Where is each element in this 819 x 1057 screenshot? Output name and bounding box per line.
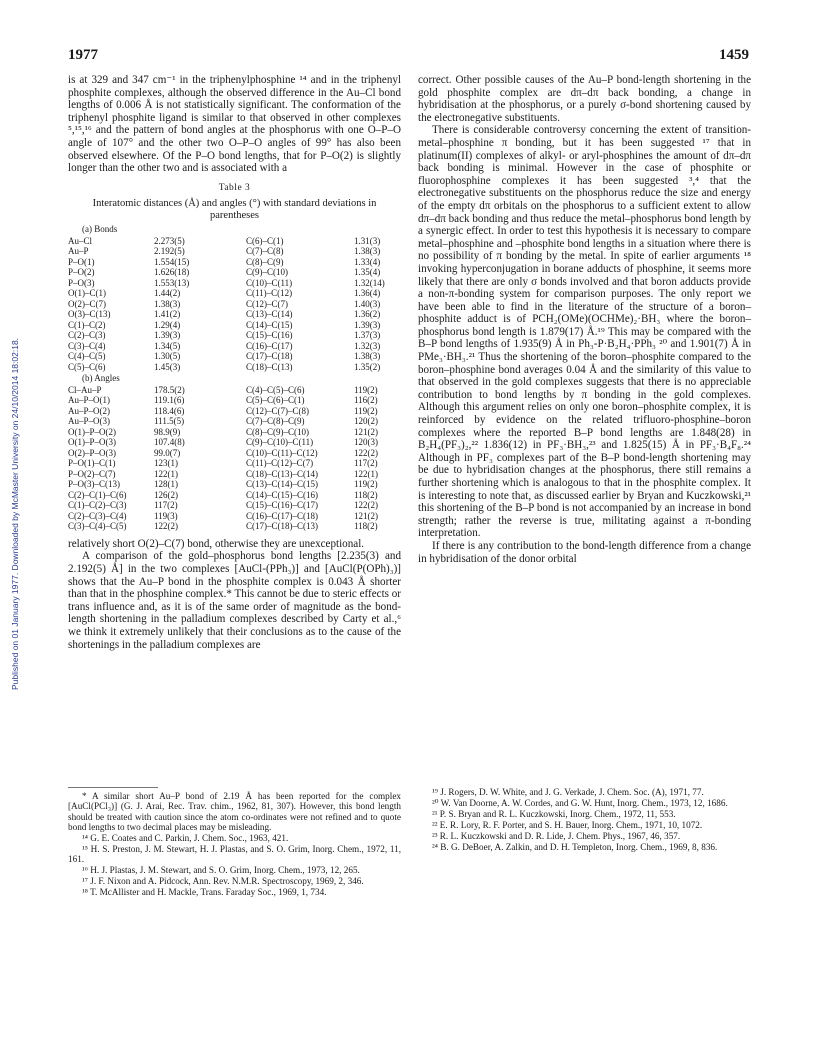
footnotes-left: [68, 787, 401, 898]
page-number: 1459: [719, 47, 749, 63]
angles-cell: C(11)–C(12)–C(7): [246, 458, 314, 469]
bonds-cell: 1.37(3): [354, 330, 381, 341]
bonds-cell: C(14)–C(15): [246, 319, 293, 330]
bonds-cell: P–O(2): [68, 267, 95, 278]
bonds-cell: 1.35(4): [354, 267, 381, 278]
angles-cell: 121(2): [354, 510, 378, 521]
angles-cell: 119(2): [354, 405, 378, 416]
angles-cell: 126(2): [154, 489, 178, 500]
bonds-cell: O(1)–C(1): [68, 288, 106, 299]
bonds-cell: Au–Cl: [68, 235, 93, 246]
angles-cell: 98.9(9): [154, 426, 181, 437]
right-paragraph-2: There is considerable controversy concerning the extent of transition-metal–phosphine π bonding, but it has been suggested ¹⁷ that in platinum(II) complexes of alkyl- or aryl-phosphines the amount of dπ–dπ back bonding is minimal. However in the case of phosphite or fluorophosphine complexes it has been suggested ³,⁴ that the electronegative substituents on the phosphorus reduce the size and energy of the empty dπ orbitals on the phosphorus to a sufficient extent to allow dπ–dπ back bonding and thus reduce the metal–phosphorus bond length by a synergic effect. In order to test this hypothesis it is necessary to compare metal–phosphine and –phosphite bond lengths in a situation where there is no possibility of π bonding by the metal. In spite of earlier arguments ¹⁸ invoking hyperconjugation in borane adducts of phosphine, it seems more likely that there are only σ bonds involved and that boron adducts provide a non-π-bonding system for comparison purposes. The only report we have been able to find in the literature of the structure of a boron–phosphite adduct is of PCH₂(OMe)(OCHMe)₂·BH₃ where the boron–phosphorus bond length is 1.879(17) Å.¹⁹ This may be compared with the B–P bond lengths of 1.935(9) Å in Ph₃-P·B₂H₄·PPh₃ ²⁰ and 1.901(7) Å in PMe₃·BH₃.²¹ Thus the shortening of the boron–phosphite compared to the boron–phosphine bond averages 0.04 Å and the similarity of this value to that observed in the gold complexes suggests that there is no appreciable contribution to bond lengths by π bonding in the gold complexes. Although this argument relies on only one boron–phosphite complex, it is reinforced by evidence on the related trifluoro-phosphine–boron complexes where the reported B–P bond lengths are 1.848(28) in B₂H₄(PF₃)₂,²² 1.836(12) in PF₃·BH₃,²³ and 1.825(15) Å in PF₃·B₄F₈.²⁴ Although in PF₃ complexes part of the B–P bond-length shortening may be due to hybridisation changes at the phosphorus, there still remains a further shortening which is analogous to that in the phosphite complex. It is interesting to note that, as discussed earlier by Bryan and Kuczkowski,²¹ this shortening of the B–P bond is not accompanied by an increase in bond strength; rather the reverse is true, militating against a π-bonding interpretation.: [418, 124, 751, 540]
angles-cell: 111.5(5): [154, 416, 185, 427]
bonds-cell: C(10)–C(11): [246, 277, 293, 288]
angles-cell: 122(2): [354, 500, 378, 511]
angles-row: [68, 458, 401, 469]
angles-cell: C(5)–C(6)–C(1): [246, 395, 305, 406]
bonds-cell: C(3)–C(4): [68, 340, 106, 351]
bonds-cell: C(5)–C(6): [68, 361, 106, 372]
bonds-cell: 1.553(13): [154, 277, 190, 288]
footnote: ²³ R. L. Kuczkowski and D. R. Lide, J. Chem. Phys., 1967, 46, 357.: [432, 830, 681, 841]
bonds-cell: C(9)–C(10): [246, 267, 288, 278]
angles-cell: 122(1): [354, 468, 378, 479]
angles-cell: 122(1): [154, 468, 178, 479]
angles-cell: 128(1): [154, 479, 178, 490]
angles-cell: C(1)–C(2)–C(3): [68, 500, 127, 511]
angles-row: [68, 427, 401, 438]
angles-row: [68, 416, 401, 427]
footnote: * A similar short Au–P bond of 2.19 Å has been reported for the complex [AuCl(PCl₃)] (G. J. Arai, Rec. Trav. chim., 1962, 81, 307). However, this bond length should be treated with caution since the atom co-ordinates were not refined and to quote bond lengths to two decimal places may be misleading.: [68, 791, 401, 833]
bonds-row: [68, 236, 401, 247]
angles-cell: P–O(3)–C(13): [68, 479, 120, 490]
bonds-cell: 1.33(4): [354, 256, 381, 267]
bonds-cell: 2.192(5): [154, 246, 185, 257]
angles-cell: 120(2): [354, 416, 378, 427]
angles-cell: C(13)–C(14)–C(15): [246, 479, 318, 490]
angles-cell: C(2)–C(3)–C(4): [68, 510, 127, 521]
bonds-row: [68, 362, 401, 373]
angles-cell: 119(3): [154, 510, 178, 521]
angles-row: [68, 385, 401, 396]
bonds-row: [68, 267, 401, 278]
bonds-cell: C(4)–C(5): [68, 351, 106, 362]
bonds-cell: C(8)–C(9): [246, 256, 284, 267]
bonds-cell: 1.34(5): [154, 340, 181, 351]
bonds-cell: 1.40(3): [354, 298, 381, 309]
angles-cell: 99.0(7): [154, 447, 181, 458]
angles-cell: C(16)–C(17)–C(18): [246, 510, 318, 521]
angles-cell: 123(1): [154, 458, 178, 469]
left-paragraph-3: A comparison of the gold–phosphorus bond lengths [2.235(3) and 2.192(5) Å] in the two complexes [AuCl-(PPh₃)] and [AuCl(P(OPh)₃)] shows that the Au–P bond in the phosphite complex is 0.043 Å shorter than that in the phosphine complex.* This cannot be due to steric effects or trans influence and, as it is of the same order of magnitude as the bond-length shortening in the palladium complexes described by Carty et al.,⁶ we think it extremely unlikely that their conclusions as to the cause of the shortenings in the palladium complexes are: [68, 550, 401, 651]
bonds-row: [68, 288, 401, 299]
angles-cell: O(1)–P–O(2): [68, 426, 116, 437]
footnote: ¹⁹ J. Rogers, D. W. White, and J. G. Verkade, J. Chem. Soc. (A), 1971, 77.: [432, 787, 704, 797]
bonds-cell: 1.35(2): [354, 361, 381, 372]
angles-cell: 118.4(6): [154, 405, 185, 416]
bonds-cell: O(2)–C(7): [68, 298, 106, 309]
angles-cell: 118(2): [354, 521, 378, 532]
bonds-row: [68, 246, 401, 257]
table-3: [68, 183, 401, 532]
bonds-cell: 1.626(18): [154, 267, 190, 278]
angles-row: [68, 479, 401, 490]
bonds-cell: 2.273(5): [154, 235, 185, 246]
bonds-cell: C(12)–C(7): [246, 298, 288, 309]
bonds-cell: 1.39(3): [354, 319, 381, 330]
footnote: ²² E. R. Lory, R. F. Porter, and S. H. Bauer, Inorg. Chem., 1971, 10, 1072.: [432, 819, 703, 830]
bonds-cell: 1.38(3): [154, 298, 181, 309]
bonds-cell: P–O(1): [68, 256, 95, 267]
angles-cell: Cl–Au–P: [68, 384, 102, 395]
bonds-cell: 1.38(3): [354, 246, 381, 257]
footnote: ¹⁶ H. J. Plastas, J. M. Stewart, and S. O. Grim, Inorg. Chem., 1973, 12, 265.: [82, 865, 360, 876]
bonds-cell: 1.44(2): [154, 288, 181, 299]
angles-cell: 178.5(2): [154, 384, 185, 395]
bonds-cell: 1.32(14): [354, 277, 385, 288]
footnote: ¹⁵ H. S. Preston, J. M. Stewart, H. J. Plastas, and S. O. Grim, Inorg. Chem., 1972, 11, 161.: [68, 844, 401, 865]
angles-cell: Au–P–O(3): [68, 416, 110, 427]
bonds-table-body: [68, 236, 401, 373]
angles-row: [68, 406, 401, 417]
footnote-list-right: [418, 787, 751, 852]
angles-cell: C(2)–C(1)–C(6): [68, 489, 127, 500]
footnotes-right: [418, 787, 751, 852]
bonds-row: [68, 320, 401, 331]
angles-cell: 122(2): [354, 447, 378, 458]
angles-cell: 122(2): [154, 521, 178, 532]
bonds-cell: C(17)–C(18): [246, 351, 293, 362]
footnote-list-left: [68, 791, 401, 898]
bonds-cell: 1.41(2): [154, 309, 181, 320]
footnote: ¹⁷ J. F. Nixon and A. Pidcock, Ann. Rev. N.M.R. Spectroscopy, 1969, 2, 346.: [82, 876, 364, 887]
angles-row: [68, 395, 401, 406]
angles-row: [68, 490, 401, 501]
bonds-cell: 1.39(3): [154, 330, 181, 341]
bonds-cell: 1.31(3): [354, 235, 381, 246]
angles-cell: 117(2): [354, 458, 378, 469]
page-header-year: 1977: [68, 47, 98, 63]
bonds-cell: C(13)–C(14): [246, 309, 293, 320]
bonds-cell: C(15)–C(16): [246, 330, 293, 341]
angles-cell: Au–P–O(2): [68, 405, 110, 416]
angles-row: [68, 521, 401, 532]
angles-cell: C(17)–C(18)–C(13): [246, 521, 318, 532]
bonds-row: [68, 330, 401, 341]
angles-cell: 120(3): [354, 437, 378, 448]
angles-cell: C(9)–C(10)–C(11): [246, 437, 314, 448]
right-column: [418, 74, 751, 565]
bonds-cell: C(16)–C(17): [246, 340, 293, 351]
angles-cell: 107.4(8): [154, 437, 185, 448]
angles-row: [68, 448, 401, 459]
footnote-rule: [68, 787, 158, 788]
angles-cell: C(15)–C(16)–C(17): [246, 500, 318, 511]
angles-cell: P–O(2)–C(7): [68, 468, 116, 479]
angles-cell: C(12)–C(7)–C(8): [246, 405, 309, 416]
angles-cell: Au–P–O(1): [68, 395, 110, 406]
bonds-cell: 1.32(3): [354, 340, 381, 351]
angles-cell: C(4)–C(5)–C(6): [246, 384, 305, 395]
angles-cell: C(8)–C(9)–C(10): [246, 426, 309, 437]
left-column: [68, 74, 401, 651]
angles-cell: C(3)–C(4)–C(5): [68, 521, 127, 532]
angles-cell: C(10)–C(11)–C(12): [246, 447, 318, 458]
angles-cell: 116(2): [354, 395, 378, 406]
bonds-row: [68, 341, 401, 352]
angles-heading: (b) Angles: [82, 373, 120, 384]
bonds-row: [68, 278, 401, 289]
left-paragraph-2: relatively short O(2)–C(7) bond, otherwise they are unexceptional.: [68, 537, 365, 550]
angles-cell: C(18)–C(13)–C(14): [246, 468, 318, 479]
bonds-heading: (a) Bonds: [82, 224, 118, 235]
angles-row: [68, 469, 401, 480]
angles-cell: P–O(1)–C(1): [68, 458, 116, 469]
bonds-cell: 1.45(3): [154, 361, 181, 372]
bonds-cell: C(7)–C(8): [246, 246, 284, 257]
footnote: ²⁴ B. G. DeBoer, A. Zalkin, and D. H. Templeton, Inorg. Chem., 1969, 8, 836.: [432, 841, 718, 852]
bonds-cell: 1.36(4): [354, 288, 381, 299]
right-paragraph-3: If there is any contribution to the bond-length difference from a change in hybridisation of the donor orbital: [418, 539, 751, 565]
footnote: ¹⁸ T. McAllister and H. Mackle, Trans. Faraday Soc., 1969, 1, 734.: [82, 887, 327, 898]
bonds-cell: C(1)–C(2): [68, 319, 106, 330]
angles-cell: 119(2): [354, 479, 378, 490]
left-paragraph-1: is at 329 and 347 cm⁻¹ in the triphenylphosphine ¹⁴ and in the triphenyl phosphite complexes, although the observed difference in the Au–Cl bond lengths of 0.006 Å is not statistically significant. The conformation of the triphenyl phosphite ligand is similar to that observed in other complexes ⁵,¹⁵,¹⁶ and the pattern of bond angles at the phosphorus with one O–P–O angle of 107° and the other two O–P–O angles of 99° has also been observed elsewhere. Of the P–O bond lengths, that for P–O(2) is slightly longer than the other two and is associated with a: [68, 74, 401, 175]
angles-cell: 119.1(6): [154, 395, 185, 406]
bonds-cell: C(2)–C(3): [68, 330, 106, 341]
angles-cell: 119(2): [354, 384, 378, 395]
angles-cell: C(7)–C(8)–C(9): [246, 416, 305, 427]
table-title: Table 3: [218, 182, 251, 193]
bonds-cell: C(6)–C(1): [246, 235, 284, 246]
angles-cell: O(1)–P–O(3): [68, 437, 116, 448]
footnote: ²¹ P. S. Bryan and R. L. Kuczkowski, Inorg. Chem., 1972, 11, 553.: [432, 808, 676, 819]
bonds-cell: 1.554(15): [154, 256, 190, 267]
angles-cell: 121(2): [354, 426, 378, 437]
bonds-cell: P–O(3): [68, 277, 95, 288]
download-watermark: Published on 01 January 1977. Downloaded by McMaster University on 24/10/2014 18:02:18.: [10, 337, 20, 690]
bonds-cell: 1.38(3): [354, 351, 381, 362]
angles-cell: O(2)–P–O(3): [68, 447, 116, 458]
angles-cell: C(14)–C(15)–C(16): [246, 489, 318, 500]
footnote: ²⁰ W. Van Doorne, A. W. Cordes, and G. W. Hunt, Inorg. Chem., 1973, 12, 1686.: [432, 797, 728, 808]
bonds-cell: 1.30(5): [154, 351, 181, 362]
bonds-cell: 1.36(2): [354, 309, 381, 320]
bonds-row: [68, 257, 401, 268]
bonds-row: [68, 351, 401, 362]
right-paragraph-1: correct. Other possible causes of the Au–P bond-length shortening in the gold phosphite complex are dπ–dπ back bonding, a change in hybridisation at the phosphorus, or a purely σ-bond shortening caused by the electronegative substituents.: [418, 74, 751, 124]
angles-row: [68, 511, 401, 522]
bonds-cell: C(18)–C(13): [246, 361, 293, 372]
bonds-cell: 1.29(4): [154, 319, 181, 330]
table-caption: Interatomic distances (Å) and angles (°) with standard deviations in parentheses: [92, 198, 377, 221]
footnote: ¹⁴ G. E. Coates and C. Parkin, J. Chem. Soc., 1963, 421.: [82, 833, 289, 844]
angles-row: [68, 500, 401, 511]
bonds-cell: O(3)–C(13): [68, 309, 111, 320]
angles-cell: 117(2): [154, 500, 178, 511]
bonds-cell: Au–P: [68, 246, 89, 257]
angles-row: [68, 437, 401, 448]
bonds-row: [68, 299, 401, 310]
angles-cell: 118(2): [354, 489, 378, 500]
angles-table-body: [68, 385, 401, 532]
bonds-cell: C(11)–C(12): [246, 288, 293, 299]
bonds-row: [68, 309, 401, 320]
